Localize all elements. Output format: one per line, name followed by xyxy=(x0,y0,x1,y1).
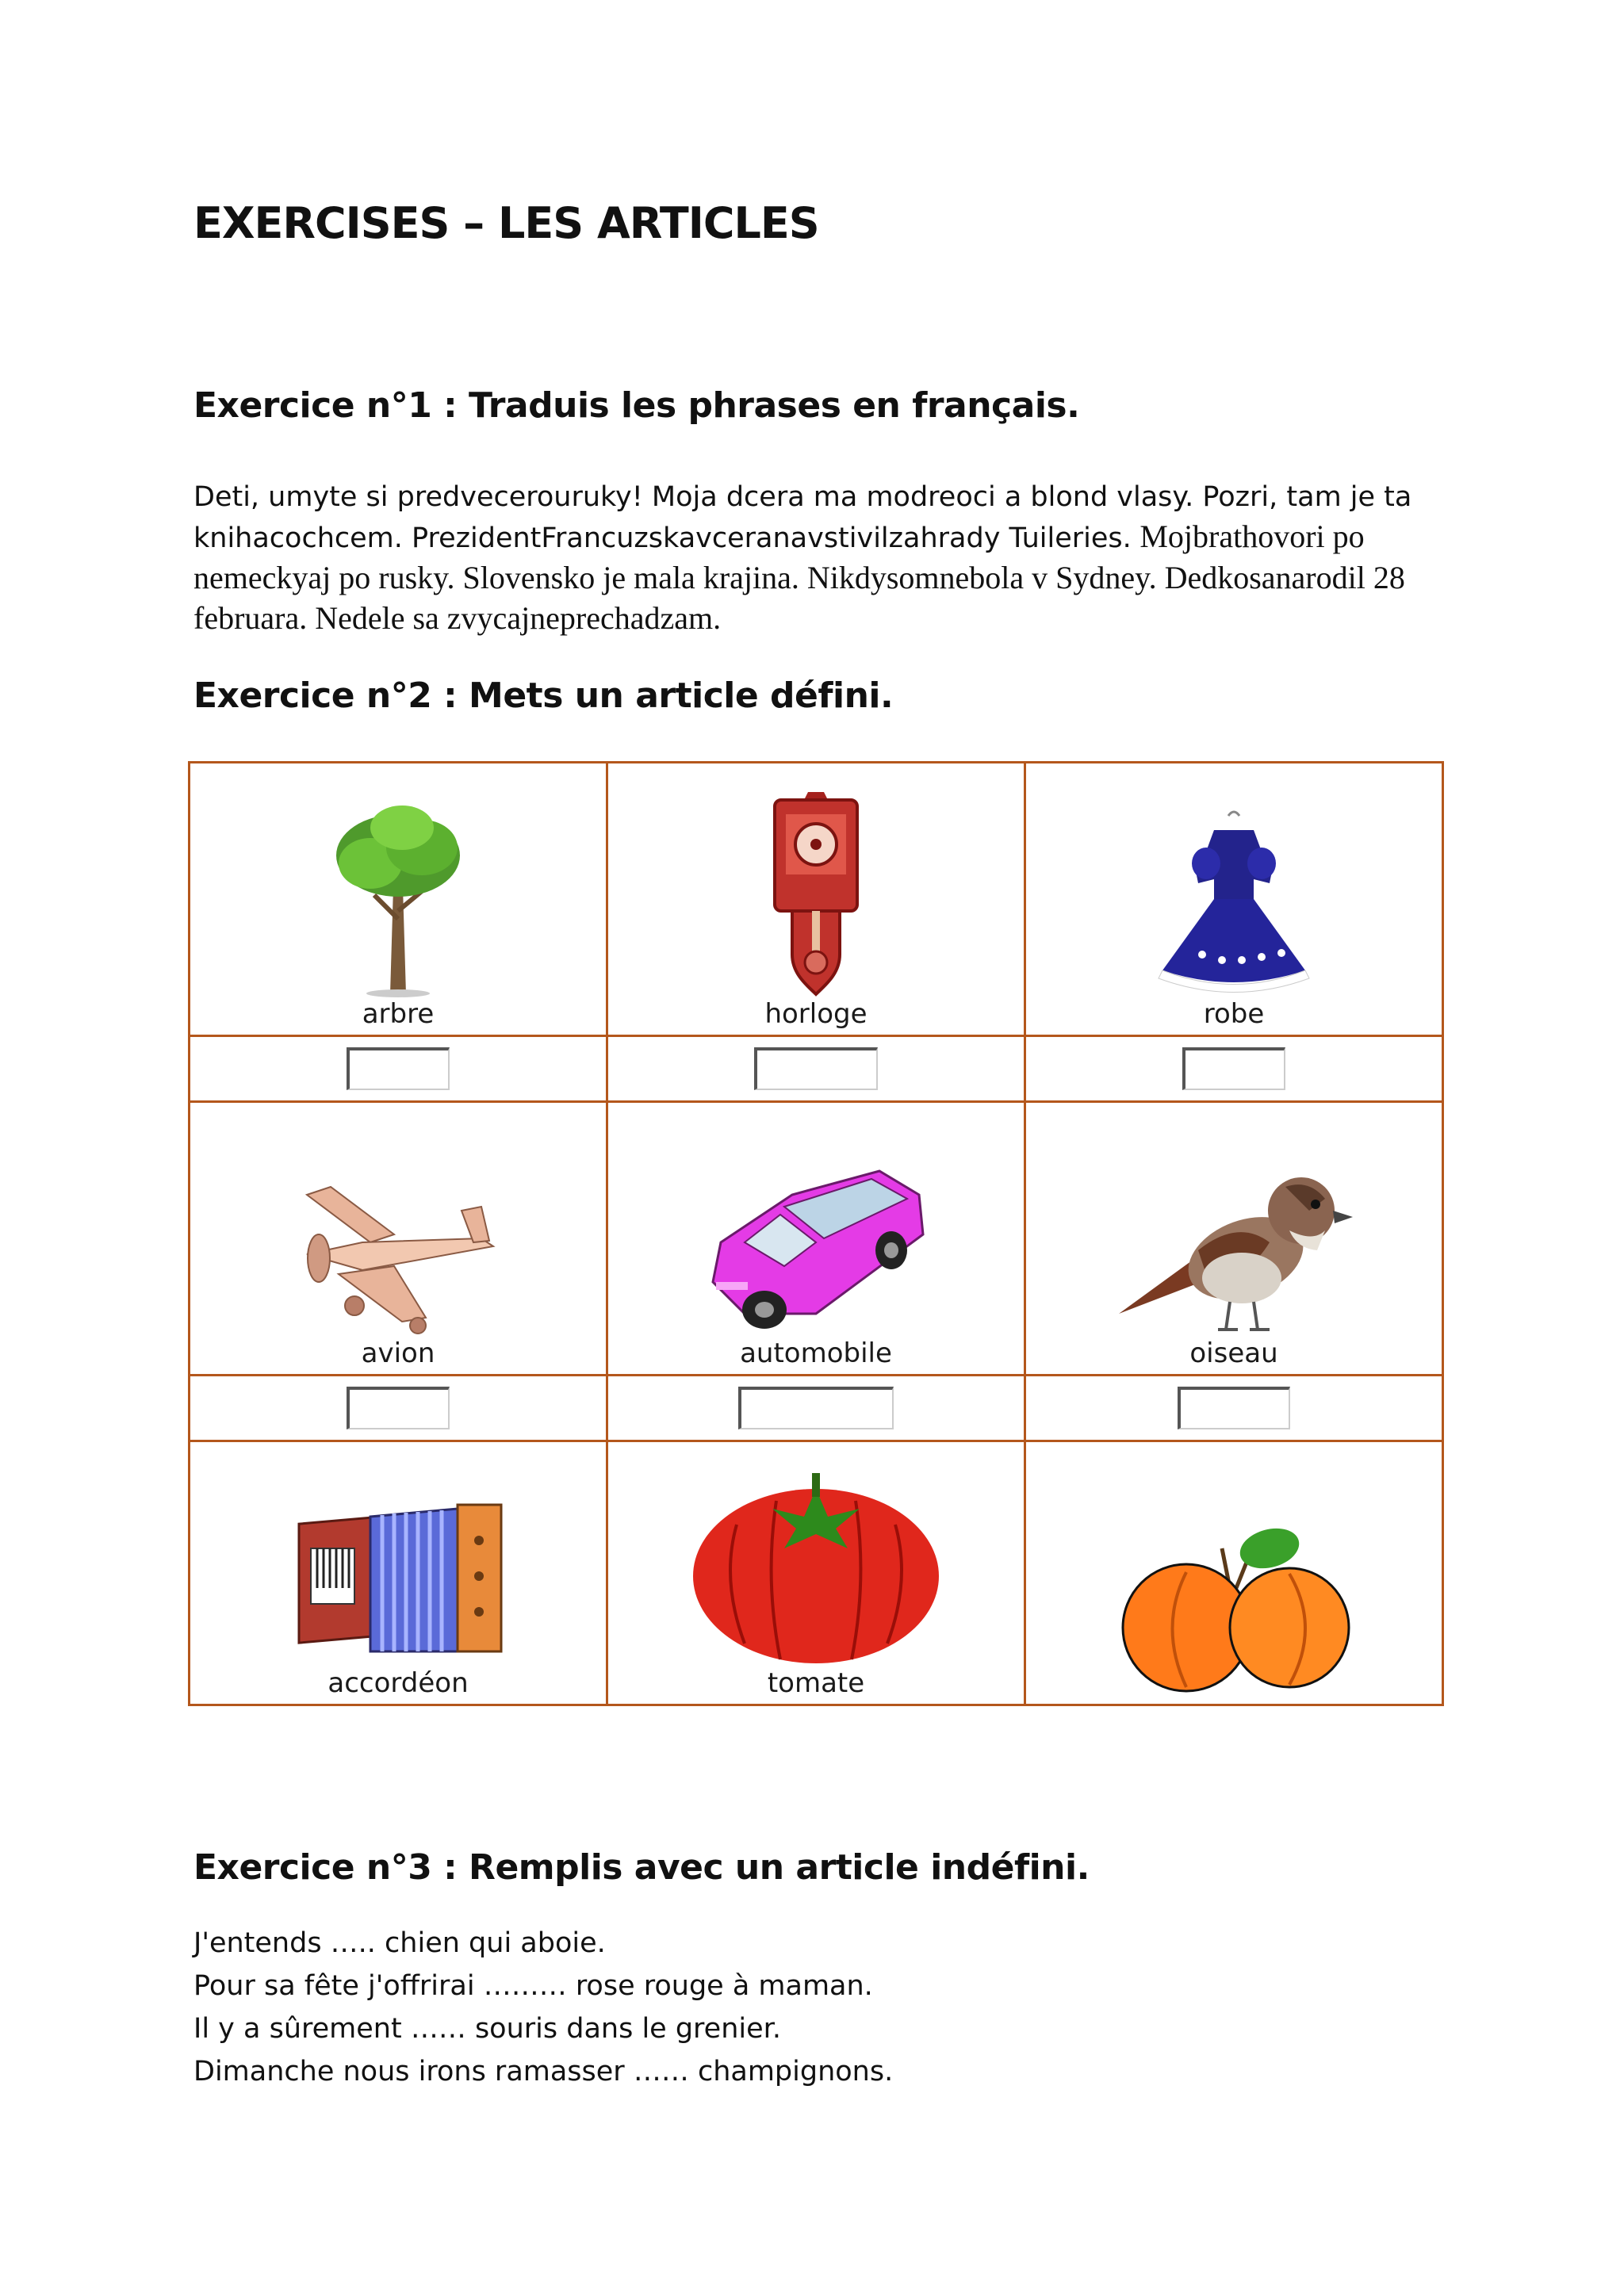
item-label: robe xyxy=(1203,998,1265,1030)
exercise3-line: Il y a sûrement …… souris dans le grenier. xyxy=(193,2013,781,2045)
answer-cell-robe xyxy=(1025,1036,1443,1102)
exercise2-heading: Exercice n°2 : Mets un article défini. xyxy=(193,675,894,716)
item-cell-arbre xyxy=(190,763,607,1036)
answer-input-arbre[interactable] xyxy=(347,1047,450,1090)
dress-icon xyxy=(1143,808,1325,998)
exercise3-line: J'entends ….. chien qui aboie. xyxy=(193,1927,606,1959)
item-cell-automobile xyxy=(607,1102,1025,1376)
item-label: horloge xyxy=(764,998,868,1030)
exercise1-text xyxy=(193,477,1462,639)
peaches-icon xyxy=(1111,1517,1357,1699)
answer-cell-avion xyxy=(190,1376,607,1441)
item-label: arbre xyxy=(362,998,435,1030)
tomato-icon xyxy=(689,1469,943,1667)
item-cell-peaches xyxy=(1025,1441,1443,1705)
item-label xyxy=(1026,1699,1442,1704)
item-label: tomate xyxy=(767,1667,865,1699)
exercise3-line: Dimanche nous irons ramasser …… champignons. xyxy=(193,2056,894,2087)
answer-cell-arbre xyxy=(190,1036,607,1102)
item-cell-oiseau xyxy=(1025,1102,1443,1376)
clock-icon xyxy=(760,792,871,998)
exercise2-table xyxy=(188,761,1444,1706)
tree-icon xyxy=(327,800,469,998)
exercise1-text-part1: Deti, umyte si predvecerouruky! Moja dcera ma modreoci a blond vlasy. Pozri, tam je ta knihacochcem. PrezidentFrancuzskavceranavstivilzahrady Tuileries. xyxy=(193,481,1412,554)
exercise3-line: Pour sa fête j'offrirai ……… rose rouge à maman. xyxy=(193,1970,873,2002)
answer-input-avion[interactable] xyxy=(347,1387,450,1429)
item-label: accordéon xyxy=(327,1667,469,1699)
item-label: automobile xyxy=(740,1337,892,1369)
item-cell-tomate xyxy=(607,1441,1025,1705)
answer-cell-automobile xyxy=(607,1376,1025,1441)
exercise1-text-part2: Mojbrathovori po nemeckyaj po rusky. Slovensko je mala krajina. Nikdysomnebola v Sydney. Dedkosanarodil 28 februara. Nedele sa zvycajneprechadzam. xyxy=(193,519,1405,636)
exercise3-heading: Exercice n°3 : Remplis avec un article indéfini. xyxy=(193,1847,1090,1888)
bird-icon xyxy=(1111,1155,1357,1337)
answer-input-oiseau[interactable] xyxy=(1178,1387,1290,1429)
item-cell-accordeon xyxy=(190,1441,607,1705)
exercise3-list xyxy=(193,1922,893,2093)
airplane-icon xyxy=(275,1179,521,1337)
answer-input-automobile[interactable] xyxy=(738,1387,894,1429)
accordion-icon xyxy=(291,1501,505,1667)
car-icon xyxy=(697,1147,935,1337)
exercise1-heading: Exercice n°1 : Traduis les phrases en français. xyxy=(193,385,1080,426)
item-cell-robe xyxy=(1025,763,1443,1036)
answer-cell-oiseau xyxy=(1025,1376,1443,1441)
item-label: oiseau xyxy=(1189,1337,1278,1369)
answer-input-horloge[interactable] xyxy=(754,1047,878,1090)
item-label: avion xyxy=(361,1337,435,1369)
item-cell-horloge xyxy=(607,763,1025,1036)
answer-input-robe[interactable] xyxy=(1182,1047,1285,1090)
item-cell-avion xyxy=(190,1102,607,1376)
page-title: EXERCISES – LES ARTICLES xyxy=(193,198,819,248)
answer-cell-horloge xyxy=(607,1036,1025,1102)
